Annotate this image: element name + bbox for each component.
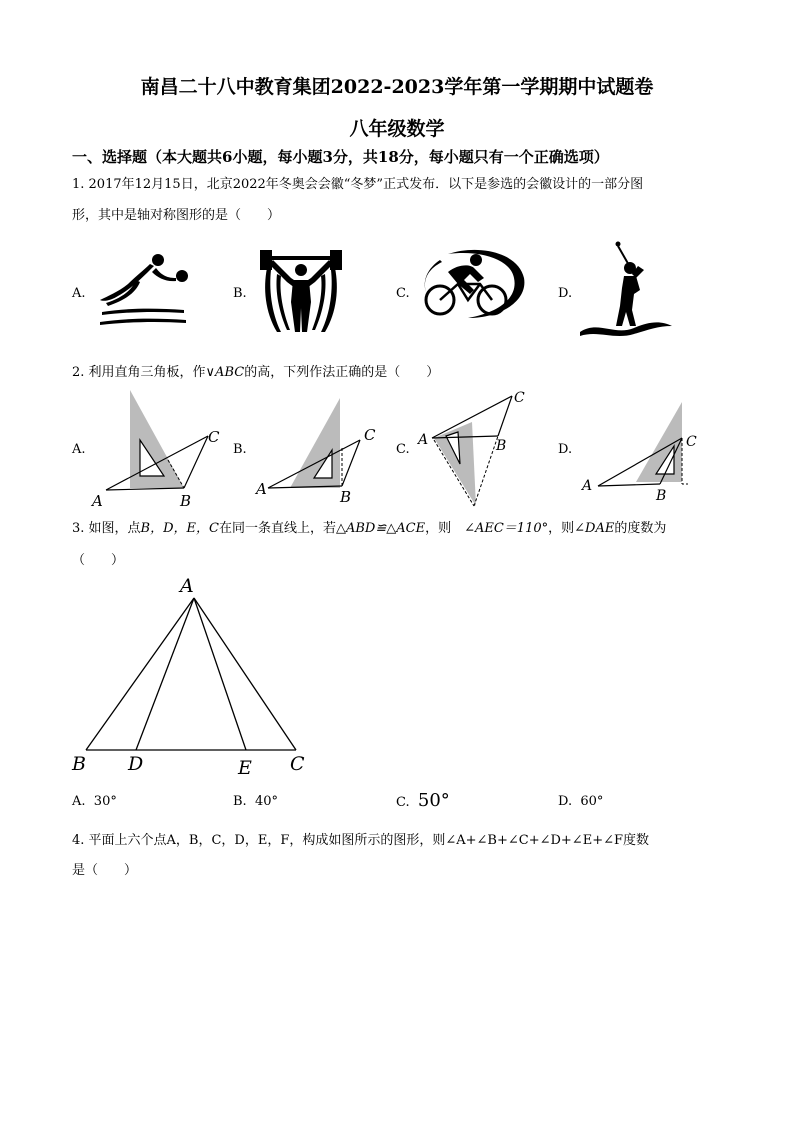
section-heading: 一、选择题（本大题共6小题，每小题3分，共18分，每小题只有一个正确选项） bbox=[72, 148, 609, 166]
volleyball-pictogram bbox=[96, 248, 196, 332]
q3-points: B，D，E，C bbox=[140, 521, 219, 536]
q4-line1: 4. 平面上六个点A，B，C，D，E，F，构成如图所示的图形，则∠A+∠B+∠C+∠D+∠E+∠F度数 bbox=[72, 833, 649, 848]
q2-question bbox=[72, 364, 439, 382]
q2-option-a-label: A. bbox=[72, 442, 86, 457]
q3-separator-2: ，则 bbox=[548, 521, 575, 536]
q3-option-a bbox=[72, 794, 117, 809]
q3-text-end: 的度数为 bbox=[614, 521, 667, 536]
q3-option-d bbox=[558, 794, 603, 809]
q3-angle-asked: ∠DAE bbox=[574, 521, 615, 536]
q3-option-a-letter: A. bbox=[72, 794, 86, 809]
q2-triangle-name: ∨ABC bbox=[205, 365, 245, 380]
q3-segment-ac bbox=[194, 598, 296, 750]
exam-title: 南昌二十八中教育集团2022-2023学年第一学期期中试题卷 bbox=[140, 76, 654, 98]
q3-segment-ab bbox=[86, 598, 194, 750]
q2-option-b-label: B. bbox=[233, 442, 247, 457]
q3-segment-ad bbox=[136, 598, 194, 750]
q3-question-line1 bbox=[72, 520, 732, 538]
q3-label-e: E bbox=[238, 757, 252, 779]
q3-label-a: A bbox=[180, 575, 194, 597]
q2-figure-d bbox=[578, 400, 708, 504]
q2c-label-a: A bbox=[418, 432, 429, 448]
q3-angle-given: ∠AEC＝110° bbox=[464, 521, 549, 536]
q2b-label-b: B bbox=[340, 488, 352, 504]
q3-segment-ae bbox=[194, 598, 246, 750]
q3-option-d-value: 60° bbox=[580, 794, 604, 809]
q3-separator: ，则 bbox=[425, 521, 452, 536]
q2a-label-a: A bbox=[92, 492, 103, 510]
q3-option-c bbox=[396, 790, 450, 811]
q3-figure bbox=[66, 574, 326, 780]
cyclist-pictogram bbox=[418, 246, 528, 322]
q2d-label-c: C bbox=[686, 434, 697, 450]
q3-congruence: △ABD≌△ACE bbox=[335, 521, 426, 536]
q2-text-pre: 2. 利用直角三角板，作 bbox=[72, 365, 206, 380]
q2d-label-b: B bbox=[656, 488, 667, 504]
q3-option-b-letter: B. bbox=[233, 794, 247, 809]
golfer-pictogram bbox=[578, 240, 674, 340]
q3-option-c-letter: C. bbox=[396, 795, 410, 810]
q2b-label-a: A bbox=[256, 480, 267, 498]
q3-option-b bbox=[233, 794, 278, 809]
q2-figure-c bbox=[414, 388, 544, 512]
q2-option-c-label: C. bbox=[396, 442, 410, 457]
q2a-label-b: B bbox=[180, 492, 192, 510]
q2-figure-b bbox=[254, 394, 386, 504]
q1-option-b-label: B. bbox=[233, 286, 247, 301]
q2-text-post: 的高，下列作法正确的是（ ） bbox=[244, 365, 440, 380]
q3-label-d: D bbox=[128, 753, 144, 775]
q3-label-c: C bbox=[290, 753, 305, 775]
q2a-label-c: C bbox=[208, 428, 220, 446]
q3-label-b: B bbox=[72, 753, 86, 775]
q2c-label-b: B bbox=[496, 438, 507, 454]
q1-option-d-label: D. bbox=[558, 286, 573, 301]
q4-line2: 是（ ） bbox=[72, 863, 138, 878]
q1-line1: 1. 2017年12月15日，北京2022年冬奥会会徽“冬梦”正式发布．以下是参选的会徽设计的一部分图 bbox=[72, 177, 644, 192]
q2d-label-a: A bbox=[582, 478, 593, 494]
q3-question-line2: （ ） bbox=[72, 553, 125, 568]
q2-figure-a bbox=[88, 388, 228, 510]
q1-line2: 形，其中是轴对称图形的是（ ） bbox=[72, 208, 281, 223]
q1-option-a-label: A. bbox=[72, 286, 86, 301]
exam-subtitle: 八年级数学 bbox=[349, 118, 445, 140]
q1-option-c-label: C. bbox=[396, 286, 410, 301]
q3-text-pre: 3. 如图，点 bbox=[72, 521, 141, 536]
q3-option-c-value: 50° bbox=[417, 790, 450, 811]
q2-option-d-label: D. bbox=[558, 442, 573, 457]
q2b-label-c: C bbox=[364, 426, 376, 444]
weightlifter-pictogram bbox=[257, 248, 345, 336]
q3-text-mid: 在同一条直线上，若 bbox=[218, 521, 336, 536]
q3-option-d-letter: D. bbox=[558, 794, 573, 809]
q3-option-b-value: 40° bbox=[254, 794, 278, 809]
q2c-label-c: C bbox=[514, 390, 525, 406]
q3-option-a-value: 30° bbox=[93, 794, 117, 809]
